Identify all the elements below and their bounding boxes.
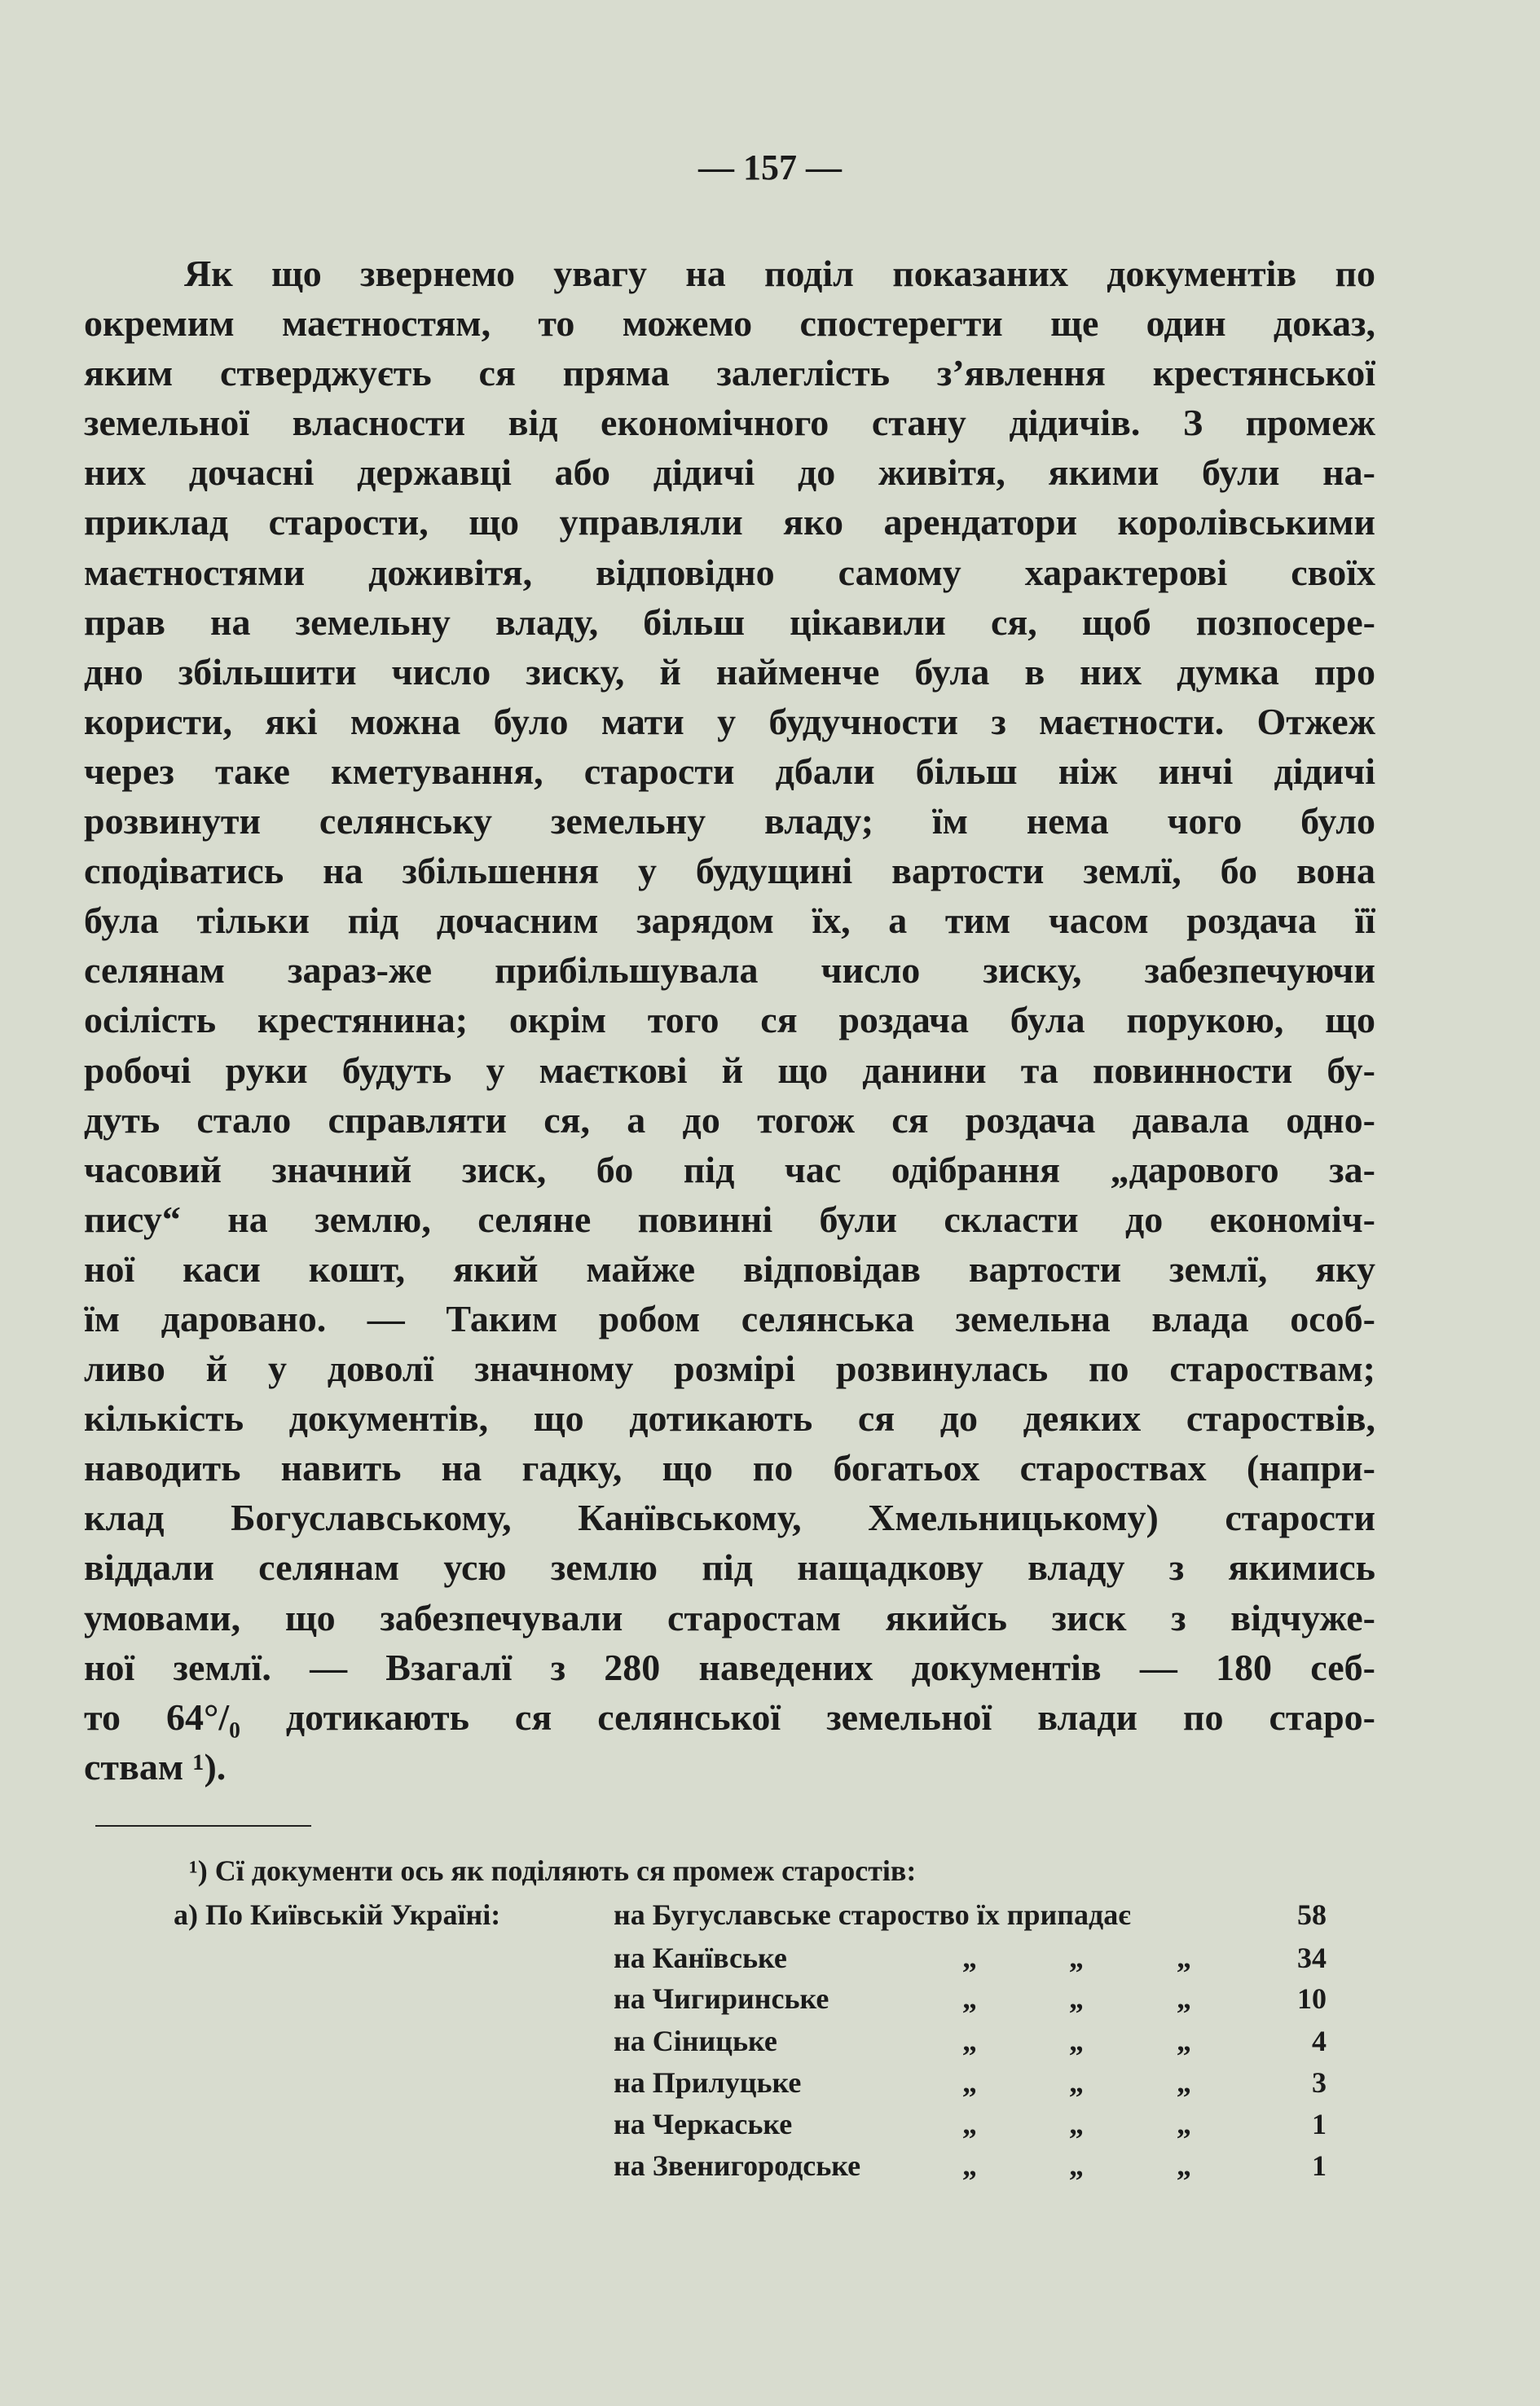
starostvo-name: на Сіницьке bbox=[614, 2025, 777, 2057]
footnote-heading bbox=[189, 1854, 916, 1887]
ditto-mark: „ bbox=[962, 1942, 977, 1974]
footnote-row bbox=[0, 1898, 1540, 1931]
footnote-row bbox=[0, 2066, 1540, 2099]
ditto-mark: „ bbox=[1177, 2025, 1191, 2057]
text-line: ної каси кошт, який майже відповідав вартости землї, яку bbox=[84, 1247, 1375, 1290]
page-number: — 157 — bbox=[698, 147, 842, 187]
text-line: маєтностями доживітя, відповідно самому характерові своїх bbox=[84, 551, 1375, 593]
footnote-row bbox=[0, 2025, 1540, 2057]
footnote-row bbox=[0, 1982, 1540, 2015]
text-line: через таке кметування, старости дбали більш ніж инчі дідичі bbox=[84, 750, 1375, 792]
ditto-mark: „ bbox=[1177, 1982, 1191, 2015]
footnote-row bbox=[0, 2149, 1540, 2182]
ditto-mark: „ bbox=[962, 2025, 977, 2057]
ditto-mark: „ bbox=[1177, 2108, 1191, 2140]
text-line: часовий значний зиск, бо під час одібрання „дарового за- bbox=[84, 1148, 1375, 1190]
text-line: розвинути селянську земельну владу; їм нема чого було bbox=[84, 800, 1375, 842]
footnote-marker: ¹) bbox=[189, 1854, 208, 1887]
starostvo-name: на Чигиринське bbox=[614, 1982, 829, 2015]
text-line: ливо й у доволї значному розмірі розвинулась по староствам; bbox=[84, 1348, 1375, 1390]
text-line: приклад старости, що управляли яко арендатори королівськими bbox=[84, 501, 1375, 543]
body-text bbox=[84, 249, 1375, 1792]
text-line: яким стверджуєть ся пряма залеглість з’явлення крестянської bbox=[84, 352, 1375, 394]
document-count: 58 bbox=[1297, 1898, 1327, 1931]
text-line: їм даровано. — Таким робом селянська земельна влада особ- bbox=[84, 1297, 1375, 1339]
text-line: дуть стало справляти ся, а до тогож ся роздача давала одно- bbox=[84, 1098, 1375, 1141]
ditto-mark: „ bbox=[1069, 2025, 1084, 2057]
document-count: 34 bbox=[1297, 1942, 1327, 1974]
text-line: ствам ¹). bbox=[84, 1745, 227, 1788]
starostvo-name: на Канївське bbox=[614, 1942, 787, 1974]
text-line: осілість крестянина; окрім того ся роздача була порукою, що bbox=[84, 999, 1375, 1041]
ditto-mark: „ bbox=[962, 2066, 977, 2099]
footnote-region: а) По Київській Україні: bbox=[174, 1898, 501, 1931]
text-line: Як що звернемо увагу на поділ показаних документів по bbox=[184, 253, 1375, 294]
ditto-mark: „ bbox=[1177, 2066, 1191, 2099]
ditto-mark: „ bbox=[1069, 2108, 1084, 2140]
text-line: них дочасні державці або дідичі до живітя, якими були на- bbox=[84, 451, 1375, 494]
text-line: земельної власности від економічного стану дідичів. З промеж bbox=[84, 402, 1375, 444]
footnote-divider bbox=[95, 1825, 311, 1827]
text-line: була тільки під дочасним зарядом їх, а тим часом роздача її bbox=[84, 900, 1375, 942]
text-line: пису“ на землю, селяне повинні були скласти до економіч- bbox=[84, 1198, 1375, 1240]
text-line: клад Богуславському, Канївському, Хмельницькому) старости bbox=[84, 1497, 1375, 1539]
footnote-heading-text: Сї документи ось як поділяють ся промеж старостів: bbox=[214, 1854, 917, 1887]
ditto-mark: „ bbox=[1069, 2066, 1084, 2099]
ditto-mark: „ bbox=[1177, 2149, 1191, 2182]
document-count: 3 bbox=[1312, 2066, 1327, 2099]
footnote-row bbox=[0, 2108, 1540, 2140]
text-line: віддали селянам усю землю під нащадкову владу з якимись bbox=[84, 1546, 1375, 1589]
ditto-mark: „ bbox=[962, 1982, 977, 2015]
text-line: окремим маєтностям, то можемо спостерегти ще один доказ, bbox=[84, 302, 1375, 345]
ditto-mark: „ bbox=[962, 2149, 977, 2182]
text-line: прав на земельну владу, більш цікавили ся, щоб позпосере- bbox=[84, 600, 1375, 643]
starostvo-name: на Бугуславське староство їх припадає bbox=[614, 1898, 1131, 1931]
starostvo-name: на Черкаське bbox=[614, 2108, 793, 2140]
text-line: сподіватись на збільшення у будущині вартости землї, бо вона bbox=[84, 850, 1375, 892]
text-line: ної землї. — Взагалї з 280 наведених документів — 180 себ- bbox=[84, 1646, 1375, 1688]
document-count: 1 bbox=[1312, 2149, 1327, 2182]
starostvo-name: на Звенигородське bbox=[614, 2149, 861, 2182]
document-count: 10 bbox=[1297, 1982, 1327, 2015]
text-line: користи, які можна було мати у будучности з маєтности. Отжеж bbox=[84, 700, 1375, 742]
document-count: 1 bbox=[1312, 2108, 1327, 2140]
starostvo-name: на Прилуцьке bbox=[614, 2066, 802, 2099]
ditto-mark: „ bbox=[1177, 1942, 1191, 1974]
ditto-mark: „ bbox=[962, 2108, 977, 2140]
text-line: кількість документів, що дотикають ся до деяких староствів, bbox=[84, 1397, 1375, 1440]
ditto-mark: „ bbox=[1069, 1942, 1084, 1974]
text-line: дно збільшити число зиску, й найменче була в них думка про bbox=[84, 650, 1375, 693]
ditto-mark: „ bbox=[1069, 1982, 1084, 2015]
text-line: наводить навить на гадку, що по богатьох староствах (напри- bbox=[84, 1447, 1375, 1489]
footnote-row bbox=[0, 1942, 1540, 1974]
document-count: 4 bbox=[1312, 2025, 1327, 2057]
text-line: робочі руки будуть у маєткові й що данини та повинности бу- bbox=[84, 1049, 1375, 1091]
text-line: то 64°/₀ дотикають ся селянської земельної влади по старо- bbox=[84, 1696, 1375, 1738]
text-line: селянам зараз-же прибільшувала число зиску, забезпечуючи bbox=[84, 949, 1375, 992]
ditto-mark: „ bbox=[1069, 2149, 1084, 2182]
text-line: умовами, що забезпечували старостам якийсь зиск з відчуже- bbox=[84, 1596, 1375, 1638]
